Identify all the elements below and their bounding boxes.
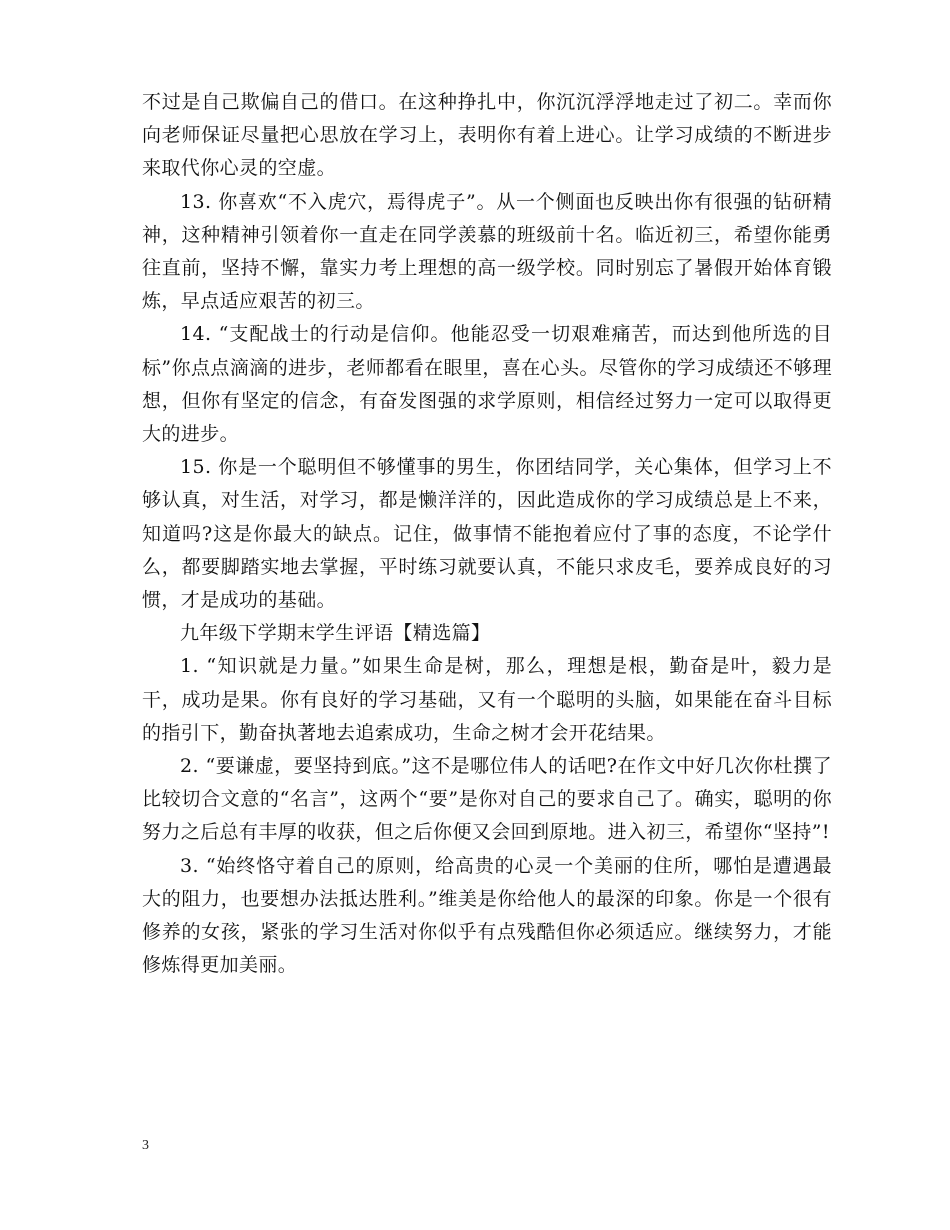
section-heading: 九年级下学期末学生评语【精选篇】 [180, 622, 491, 645]
page-number: 3 [142, 1138, 149, 1153]
paragraph-item-2: 2. “要谦虚，要坚持到底。”这不是哪位伟人的话吧?在作文中好几次你杜撰了比较切合文意的“名言”，这两个“要”是你对自己的要求自己了。确实，聪明的你努力之后总有丰厚的收获，但之后你便又会回到原地。进入初三，希望你“坚持”! [142, 755, 832, 844]
paragraph-item-15: 15. 你是一个聪明但不够懂事的男生，你团结同学，关心集体，但学习上不够认真，对生活，对学习，都是懒洋洋的，因此造成你的学习成绩总是上不来，知道吗?这是你最大的缺点。记住，做事情不能抱着应付了事的态度，不论学什么，都要脚踏实地去掌握，平时练习就要认真，不能只求皮毛，要养成良好的习惯，才是成功的基础。 [142, 456, 832, 612]
document-body [142, 86, 832, 982]
paragraph-item-14: 14. “支配战士的行动是信仰。他能忍受一切艰难痛苦，而达到他所选的目标”你点点滴滴的进步，老师都看在眼里，喜在心头。尽管你的学习成绩还不够理想，但你有坚定的信念，有奋发图强的求学原则，相信经过努力一定可以取得更大的进步。 [142, 323, 832, 446]
paragraph-item-1: 1. “知识就是力量。”如果生命是树，那么，理想是根，勤奋是叶，毅力是干，成功是果。你有良好的学习基础，又有一个聪明的头脑，如果能在奋斗目标的指引下，勤奋执著地去追索成功，生命之树才会开花结果。 [142, 655, 832, 744]
paragraph-item-13: 13. 你喜欢“不入虎穴，焉得虎子”。从一个侧面也反映出你有很强的钻研精神，这种精神引领着你一直走在同学羡慕的班级前十名。临近初三，希望你能勇往直前，坚持不懈，靠实力考上理想的高一级学校。同时别忘了暑假开始体育锻炼，早点适应艰苦的初三。 [142, 190, 832, 313]
paragraph-item-3: 3. “始终恪守着自己的原则，给高贵的心灵一个美丽的住所，哪怕是遭遇最大的阻力，也要想办法抵达胜利。”维美是你给他人的最深的印象。你是一个很有修养的女孩，紧张的学习生活对你似乎有点残酷但你必须适应。继续努力，才能修炼得更加美丽。 [142, 854, 832, 977]
paragraph-continued: 不过是自己欺偏自己的借口。在这种挣扎中，你沉沉浮浮地走过了初二。幸而你向老师保证尽量把心思放在学习上，表明你有着上进心。让学习成绩的不断进步来取代你心灵的空虚。 [142, 91, 832, 180]
